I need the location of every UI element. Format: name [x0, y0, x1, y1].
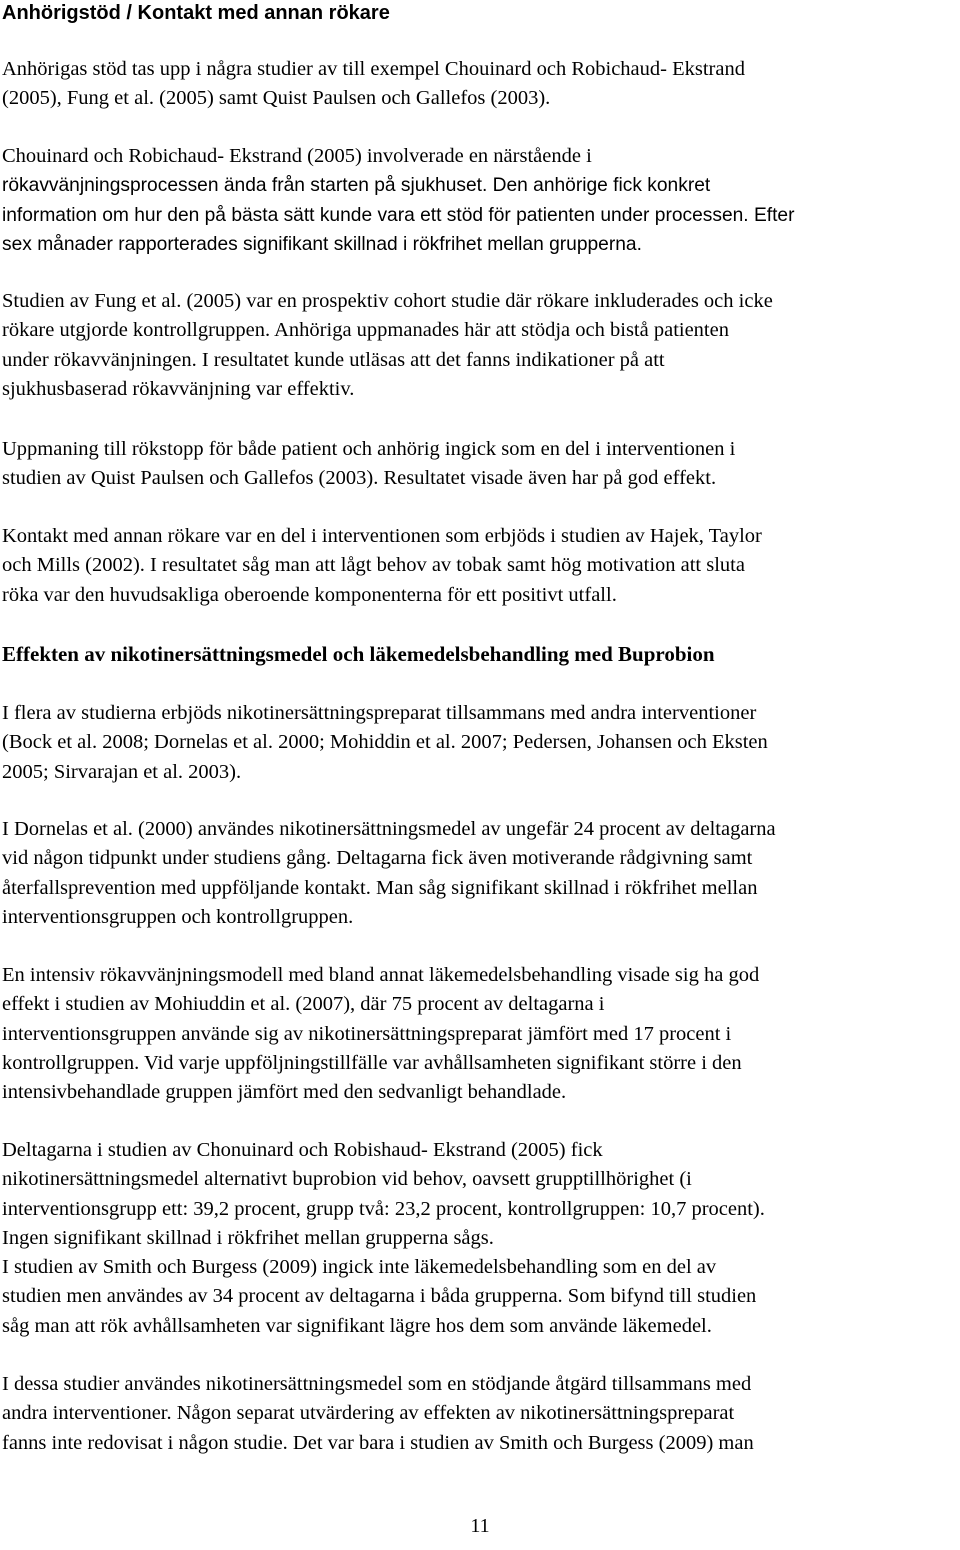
text-line: effekt i studien av Mohiuddin et al. (2007), där 75 procent av deltagarna i — [2, 993, 605, 1016]
text-line: I dessa studier användes nikotinersättningsmedel som en stödjande åtgärd tillsammans med — [2, 1373, 752, 1395]
text-line: (Bock et al. 2008; Dornelas et al. 2000; Mohiddin et al. 2007; Pedersen, Johansen och Eksten — [2, 731, 768, 754]
text-line: En intensiv rökavvänjningsmodell med bland annat läkemedelsbehandling visade sig ha god — [2, 964, 760, 986]
text-line: Uppmaning till rökstopp för både patient och anhörig ingick som en del i interventionen i — [2, 438, 736, 460]
text-line: I flera av studierna erbjöds nikotinersättningspreparat tillsammans med andra interventioner — [2, 702, 757, 724]
text-line: Ingen signifikant skillnad i rökfrihet mellan grupperna sågs. — [2, 1226, 494, 1249]
paragraph — [2, 522, 958, 610]
text-line: återfallsprevention med uppföljande kontakt. Man såg signifikant skillnad i rökfrihet mellan — [2, 876, 758, 899]
text-line: Chouinard och Robichaud- Ekstrand (2005) involverade en närstående i — [2, 145, 592, 167]
text-line: Studien av Fung et al. (2005) var en prospektiv cohort studie där rökare inkluderades och icke — [2, 290, 773, 312]
paragraph — [2, 435, 958, 494]
text-line: studien av Quist Paulsen och Gallefos (2003). Resultatet visade även har på god effekt. — [2, 467, 717, 490]
text-line: nikotinersättningsmedel alternativt buprobion vid behov, oavsett grupptillhörighet (i — [2, 1168, 692, 1191]
text-line: och Mills (2002). I resultatet såg man att lågt behov av tobak samt hög motivation att sluta — [2, 554, 745, 577]
text-line: 2005; Sirvarajan et al. 2003). — [2, 760, 242, 783]
paragraph — [2, 1136, 958, 1341]
text-line: intensivbehandlade gruppen jämfört med den sedvanligt behandlade. — [2, 1081, 567, 1104]
text-line: under rökavvänjningen. I resultatet kunde utläsas att det fanns indikationer på att — [2, 348, 665, 371]
text-line: fanns inte redovisat i någon studie. Det var bara i studien av Smith och Burgess (2009) man — [2, 1431, 754, 1454]
section-heading-anhorigstod: Anhörigstöd / Kontakt med annan rökare — [2, 2, 390, 24]
section-heading-nikotinersattning: Effekten av nikotinersättningsmedel och läkemedelsbehandling med Buprobion — [2, 642, 715, 666]
text-line: information om hur den på bästa sätt kunde vara ett stöd för patienten under processen. Efter — [2, 204, 795, 226]
text-line: Kontakt med annan rökare var en del i interventionen som erbjöds i studien av Hajek, Taylor — [2, 525, 762, 547]
paragraph — [2, 815, 958, 932]
text-line: vid någon tidpunkt under studiens gång. Deltagarna fick även motiverande rådgivning samt — [2, 847, 753, 870]
text-line: Anhörigas stöd tas upp i några studier av till exempel Chouinard och Robichaud- Ekstrand — [2, 58, 745, 80]
paragraph — [2, 55, 958, 114]
text-line: rökare utgjorde kontrollgruppen. Anhöriga uppmanades här att stödja och bistå patienten — [2, 319, 729, 342]
paragraph — [2, 1370, 958, 1458]
text-line: röka var den huvudsakliga oberoende komponenterna för ett positivt utfall. — [2, 583, 617, 606]
paragraph — [2, 699, 958, 787]
text-line: sex månader rapporterades signifikant skillnad i rökfrihet mellan grupperna. — [2, 233, 642, 255]
text-line: interventionsgruppen och kontrollgruppen. — [2, 905, 354, 928]
text-line: I studien av Smith och Burgess (2009) ingick inte läkemedelsbehandling som en del av — [2, 1256, 717, 1279]
text-line: studien men användes av 34 procent av deltagarna i båda grupperna. Som bifynd till studien — [2, 1285, 757, 1308]
text-line: Deltagarna i studien av Chonuinard och Robishaud- Ekstrand (2005) fick — [2, 1139, 603, 1161]
text-line: interventionsgrupp ett: 39,2 procent, grupp två: 23,2 procent, kontrollgruppen: 10,7 procent). — [2, 1197, 765, 1220]
page-number: 11 — [470, 1515, 490, 1537]
paragraph — [2, 961, 958, 1107]
paragraph — [2, 142, 958, 259]
text-line: kontrollgruppen. Vid varje uppföljningstillfälle var avhållsamheten signifikant större i den — [2, 1051, 742, 1074]
text-line: interventionsgruppen använde sig av nikotinersättningspreparat jämfört med 17 procent i — [2, 1022, 732, 1045]
paragraph — [2, 287, 958, 404]
text-line: såg man att rök avhållsamheten var signifikant lägre hos dem som använde läkemedel. — [2, 1314, 712, 1337]
text-line: rökavvänjningsprocessen ända från starten på sjukhuset. Den anhörige fick konkret — [2, 175, 711, 197]
text-line: I Dornelas et al. (2000) användes nikotinersättningsmedel av ungefär 24 procent av deltagarna — [2, 818, 776, 840]
text-line: (2005), Fung et al. (2005) samt Quist Paulsen och Gallefos (2003). — [2, 87, 551, 110]
text-line: andra interventioner. Någon separat utvärdering av effekten av nikotinersättningspreparat — [2, 1402, 735, 1425]
text-line: sjukhusbaserad rökavvänjning var effektiv. — [2, 377, 355, 400]
